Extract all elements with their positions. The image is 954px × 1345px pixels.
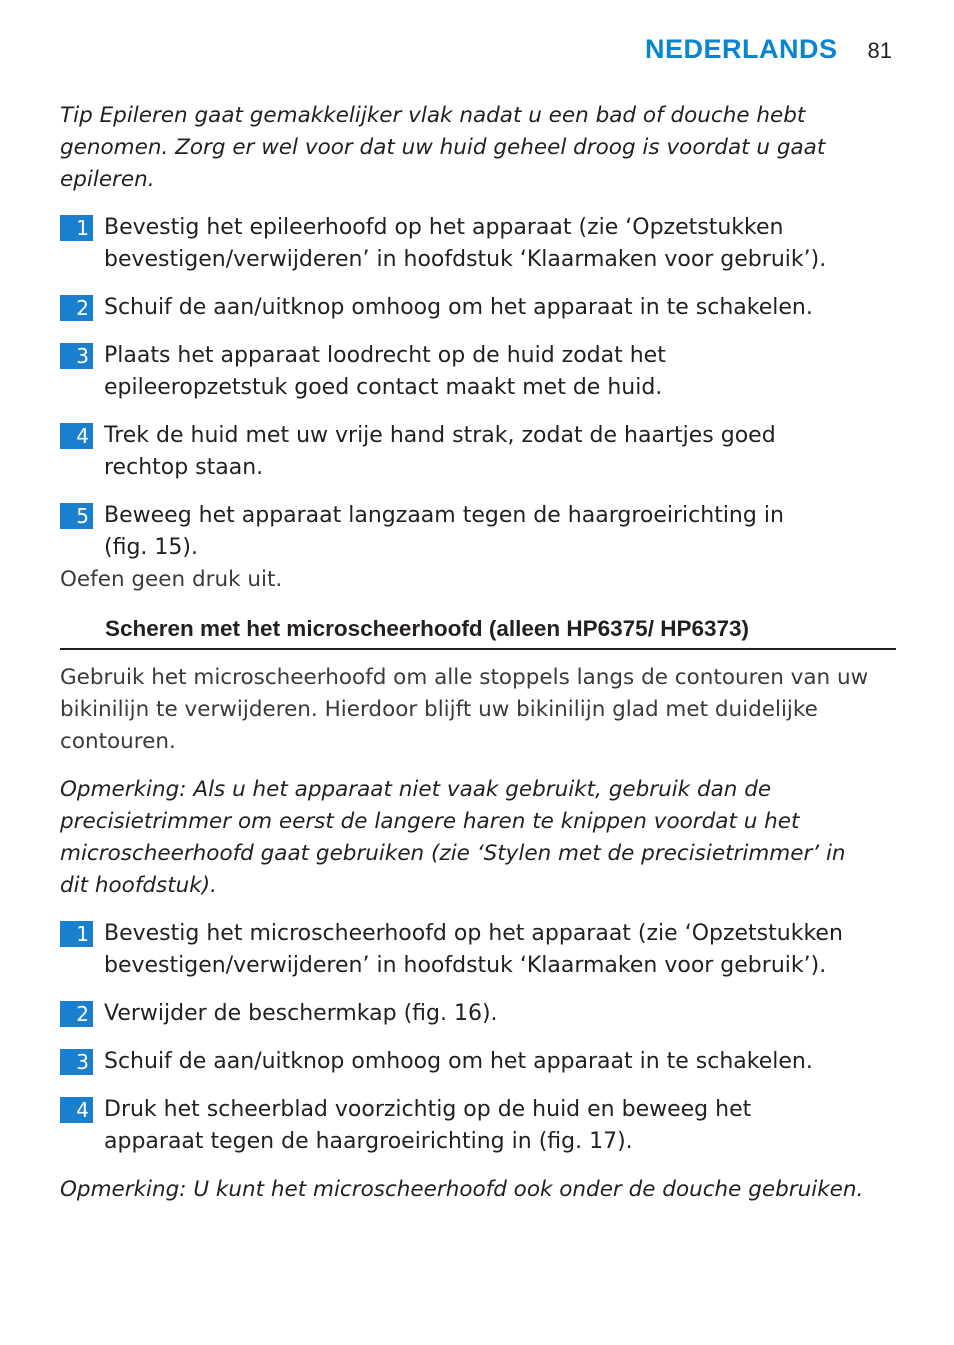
- list-item: [60, 500, 800, 564]
- step-text: Trek de huid met uw vrije hand strak, zodat de haartjes goed rechtop staan.: [104, 423, 776, 480]
- list-item: [60, 340, 720, 404]
- step-text: Bevestig het microscheerhoofd op het apparaat (zie ‘Opzetstukken bevestigen/verwijderen’ in hoofdstuk ‘Klaarmaken voor gebruik’).: [104, 921, 843, 978]
- list-item: [60, 1094, 820, 1158]
- step-text: Verwijder de beschermkap (fig. 16).: [104, 1001, 498, 1026]
- list-item: [60, 1046, 896, 1078]
- step-text: Plaats het apparaat loodrecht op de huid zodat het epileeropzetstuk goed contact maakt met de huid.: [104, 343, 666, 400]
- step-text: Druk het scheerblad voorzichtig op de huid en beweeg het apparaat tegen de haargroeirichting in (fig. 17).: [104, 1097, 752, 1154]
- language-title: NEDERLANDS: [645, 34, 838, 64]
- list-item: [60, 998, 896, 1030]
- page-header: [645, 34, 892, 65]
- list-item: [60, 212, 870, 276]
- pressure-note: Oefen geen druk uit.: [60, 567, 283, 592]
- list-item: [60, 420, 840, 484]
- list-item: [60, 918, 890, 982]
- step-number: 4: [60, 1097, 93, 1123]
- section-heading: Scheren met het microscheerhoofd (alleen HP6375/ HP6373): [105, 616, 749, 641]
- step-text: Bevestig het epileerhoofd op het apparaat (zie ‘Opzetstukken bevestigen/verwijderen’ in hoofdstuk ‘Klaarmaken voor gebruik’).: [104, 215, 827, 272]
- step-number: 1: [60, 215, 93, 241]
- shaving-steps: [60, 918, 896, 1158]
- note-text: Opmerking: Als u het apparaat niet vaak gebruikt, gebruik dan de precisietrimmer om eerst de langere haren te knippen voordat u het microscheerhoofd gaat gebruiken (zie ‘Stylen met de precisietrimmer’ in dit hoofdstuk).: [60, 777, 846, 898]
- page-content: [60, 100, 896, 1206]
- step-text: Schuif de aan/uitknop omhoog om het apparaat in te schakelen.: [104, 1049, 813, 1074]
- step-number: 5: [60, 503, 93, 529]
- step-text: Schuif de aan/uitknop omhoog om het apparaat in te schakelen.: [104, 295, 813, 320]
- page-number: 81: [867, 38, 892, 63]
- list-item: [60, 292, 896, 324]
- step-number: 3: [60, 1049, 93, 1075]
- step-number: 2: [60, 1001, 93, 1027]
- tip-text: Tip Epileren gaat gemakkelijker vlak nadat u een bad of douche hebt genomen. Zorg er wel voor dat uw huid geheel droog is voordat u gaat epileren.: [60, 103, 826, 192]
- shower-note: Opmerking: U kunt het microscheerhoofd ook onder de douche gebruiken.: [60, 1177, 864, 1202]
- epilation-steps: [60, 212, 896, 564]
- intro-text: Gebruik het microscheerhoofd om alle stoppels langs de contouren van uw bikinilijn te verwijderen. Hierdoor blijft uw bikinilijn glad met duidelijke contouren.: [60, 665, 869, 754]
- step-number: 4: [60, 423, 93, 449]
- step-number: 2: [60, 295, 93, 321]
- step-number: 1: [60, 921, 93, 947]
- step-number: 3: [60, 343, 93, 369]
- heading-divider: [60, 648, 896, 650]
- step-text: Beweeg het apparaat langzaam tegen de haargroeirichting in (fig. 15).: [104, 503, 784, 560]
